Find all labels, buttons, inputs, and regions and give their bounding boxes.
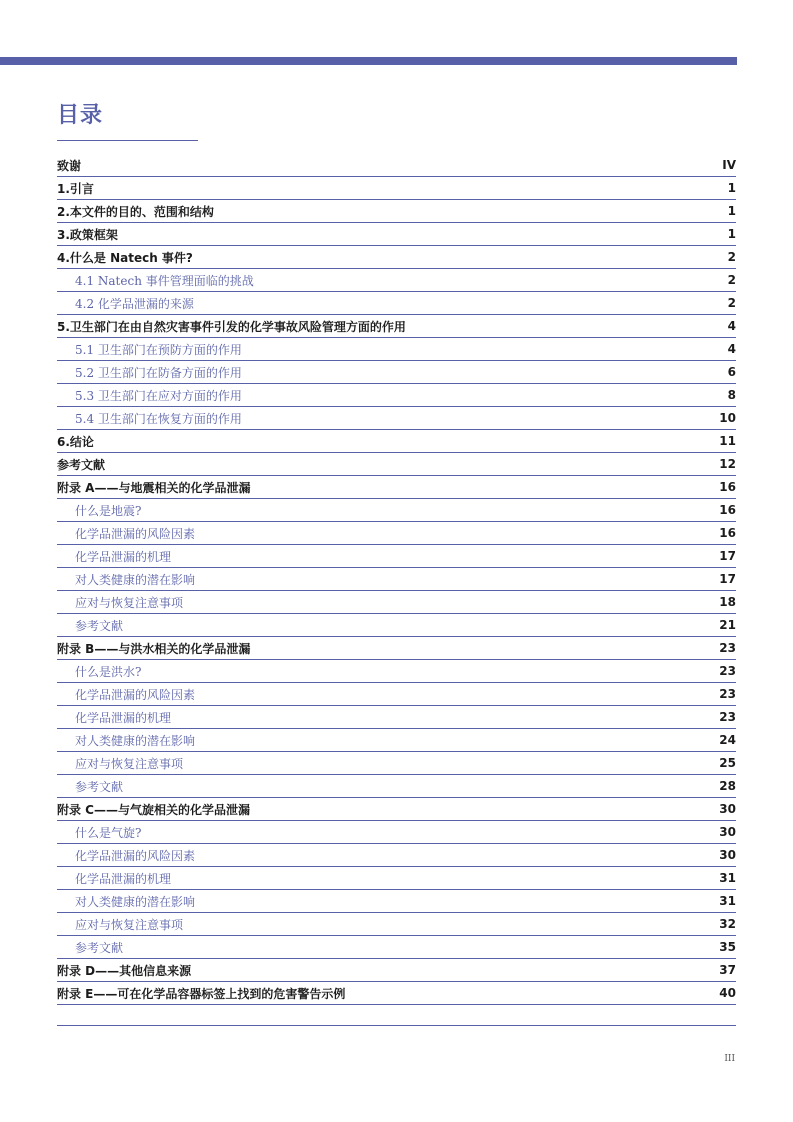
toc-entry-label: 化学品泄漏的机理 xyxy=(75,549,172,564)
toc-entry-page: 23 xyxy=(719,641,736,655)
toc-entry-page: 2 xyxy=(727,250,736,264)
toc-entry-label: 4.2 化学品泄漏的来源 xyxy=(75,296,194,311)
toc-entry-page: 40 xyxy=(719,986,736,1000)
toc-entry-label: 什么是气旋? xyxy=(75,825,142,840)
toc-entry-page: 4 xyxy=(727,342,736,356)
toc-entry-label: 参考文献 xyxy=(75,779,124,794)
toc-entry-label: 化学品泄漏的机理 xyxy=(75,710,172,725)
toc-entry-label: 附录 E——可在化学品容器标签上找到的危害警告示例 xyxy=(57,986,346,1001)
toc-entry-label: 对人类健康的潜在影响 xyxy=(75,733,196,748)
toc-entry-page: 4 xyxy=(727,319,736,333)
toc-entry[interactable] xyxy=(57,775,736,798)
toc-entry-page: 21 xyxy=(719,618,736,632)
toc-entry-label: 参考文献 xyxy=(57,457,106,472)
toc-entry[interactable] xyxy=(57,384,736,407)
toc-entry[interactable] xyxy=(57,315,736,338)
toc-entry[interactable] xyxy=(57,729,736,752)
toc-entry-label: 对人类健康的潜在影响 xyxy=(75,572,196,587)
toc-entry[interactable] xyxy=(57,499,736,522)
toc-entry[interactable] xyxy=(57,361,736,384)
toc-entry-label: 附录 D——其他信息来源 xyxy=(57,963,192,978)
page-number: III xyxy=(724,1054,735,1064)
toc-entry-page: 1 xyxy=(727,181,736,195)
toc-entry[interactable] xyxy=(57,959,736,982)
toc-entry-page: 8 xyxy=(727,388,736,402)
toc-entry-label: 5.卫生部门在由自然灾害事件引发的化学事故风险管理方面的作用 xyxy=(57,319,406,334)
bottom-divider xyxy=(57,1025,736,1026)
toc-entry-label: 化学品泄漏的风险因素 xyxy=(75,687,196,702)
toc-entry[interactable] xyxy=(57,867,736,890)
toc-entry-page: 28 xyxy=(719,779,736,793)
toc-entry-label: 3.政策框架 xyxy=(57,227,118,242)
toc-entry[interactable] xyxy=(57,223,736,246)
toc-entry-label: 6.结论 xyxy=(57,434,94,449)
toc-entry-page: 25 xyxy=(719,756,736,770)
toc-entry-label: 什么是洪水? xyxy=(75,664,142,679)
toc-entry[interactable] xyxy=(57,936,736,959)
toc-entry-label: 化学品泄漏的风险因素 xyxy=(75,848,196,863)
toc-entry-label: 2.本文件的目的、范围和结构 xyxy=(57,204,214,219)
table-of-contents xyxy=(57,154,736,1005)
toc-entry-label: 参考文献 xyxy=(75,618,124,633)
toc-entry[interactable] xyxy=(57,591,736,614)
toc-entry-label: 应对与恢复注意事项 xyxy=(75,756,184,771)
top-color-band xyxy=(0,57,737,65)
toc-entry-page: 23 xyxy=(719,710,736,724)
toc-entry-page: 1 xyxy=(727,227,736,241)
toc-entry-label: 5.1 卫生部门在预防方面的作用 xyxy=(75,342,242,357)
toc-entry[interactable] xyxy=(57,821,736,844)
toc-entry-page: 2 xyxy=(727,296,736,310)
toc-entry-page: 17 xyxy=(719,549,736,563)
toc-entry[interactable] xyxy=(57,890,736,913)
toc-entry-label: 应对与恢复注意事项 xyxy=(75,917,184,932)
toc-entry-label: 应对与恢复注意事项 xyxy=(75,595,184,610)
toc-entry-label: 参考文献 xyxy=(75,940,124,955)
toc-entry-label: 对人类健康的潜在影响 xyxy=(75,894,196,909)
toc-entry[interactable] xyxy=(57,246,736,269)
toc-entry[interactable] xyxy=(57,982,736,1005)
toc-entry-page: 30 xyxy=(719,848,736,862)
toc-entry[interactable] xyxy=(57,476,736,499)
toc-entry[interactable] xyxy=(57,706,736,729)
toc-entry-page: 35 xyxy=(719,940,736,954)
toc-entry-page: 30 xyxy=(719,802,736,816)
toc-entry-page: 37 xyxy=(719,963,736,977)
toc-entry[interactable] xyxy=(57,545,736,568)
toc-entry-page: 1 xyxy=(727,204,736,218)
toc-entry-page: 11 xyxy=(719,434,736,448)
toc-entry[interactable] xyxy=(57,453,736,476)
toc-entry-label: 致谢 xyxy=(57,158,82,173)
toc-entry[interactable] xyxy=(57,200,736,223)
toc-entry[interactable] xyxy=(57,637,736,660)
toc-entry-label: 5.3 卫生部门在应对方面的作用 xyxy=(75,388,242,403)
toc-entry-page: 16 xyxy=(719,503,736,517)
toc-entry-label: 5.2 卫生部门在防备方面的作用 xyxy=(75,365,242,380)
toc-entry-page: 6 xyxy=(727,365,736,379)
toc-entry-label: 附录 B——与洪水相关的化学品泄漏 xyxy=(57,641,251,656)
toc-entry[interactable] xyxy=(57,844,736,867)
toc-entry-label: 4.什么是 Natech 事件? xyxy=(57,250,193,265)
toc-entry[interactable] xyxy=(57,752,736,775)
toc-entry-page: 23 xyxy=(719,664,736,678)
toc-entry-page: 12 xyxy=(719,457,736,471)
toc-entry[interactable] xyxy=(57,522,736,545)
toc-entry-page: 16 xyxy=(719,526,736,540)
toc-entry-label: 4.1 Natech 事件管理面临的挑战 xyxy=(75,273,254,288)
toc-entry[interactable] xyxy=(57,683,736,706)
toc-entry-page: 32 xyxy=(719,917,736,931)
toc-entry-label: 附录 C——与气旋相关的化学品泄漏 xyxy=(57,802,250,817)
toc-entry-page: 31 xyxy=(719,871,736,885)
toc-entry-page: 18 xyxy=(719,595,736,609)
toc-entry-label: 化学品泄漏的风险因素 xyxy=(75,526,196,541)
toc-entry[interactable] xyxy=(57,407,736,430)
toc-entry-label: 1.引言 xyxy=(57,181,94,196)
title-underline xyxy=(57,140,198,141)
toc-entry-page: 17 xyxy=(719,572,736,586)
toc-entry[interactable] xyxy=(57,430,736,453)
toc-entry[interactable] xyxy=(57,660,736,683)
toc-entry-page: 23 xyxy=(719,687,736,701)
toc-entry[interactable] xyxy=(57,177,736,200)
toc-entry-page: IV xyxy=(722,158,736,172)
toc-entry-label: 什么是地震? xyxy=(75,503,142,518)
toc-entry-page: 16 xyxy=(719,480,736,494)
page-title: 目录 xyxy=(57,103,104,128)
toc-entry[interactable] xyxy=(57,798,736,821)
toc-entry[interactable] xyxy=(57,913,736,936)
toc-entry[interactable] xyxy=(57,568,736,591)
toc-entry-label: 5.4 卫生部门在恢复方面的作用 xyxy=(75,411,242,426)
toc-entry-page: 2 xyxy=(727,273,736,287)
toc-entry[interactable] xyxy=(57,614,736,637)
toc-entry-label: 化学品泄漏的机理 xyxy=(75,871,172,886)
toc-entry[interactable] xyxy=(57,292,736,315)
toc-entry-page: 10 xyxy=(719,411,736,425)
toc-entry[interactable] xyxy=(57,269,736,292)
toc-entry-page: 31 xyxy=(719,894,736,908)
toc-entry-page: 24 xyxy=(719,733,736,747)
toc-entry[interactable] xyxy=(57,154,736,177)
toc-entry-page: 30 xyxy=(719,825,736,839)
toc-entry[interactable] xyxy=(57,338,736,361)
toc-entry-label: 附录 A——与地震相关的化学品泄漏 xyxy=(57,480,251,495)
